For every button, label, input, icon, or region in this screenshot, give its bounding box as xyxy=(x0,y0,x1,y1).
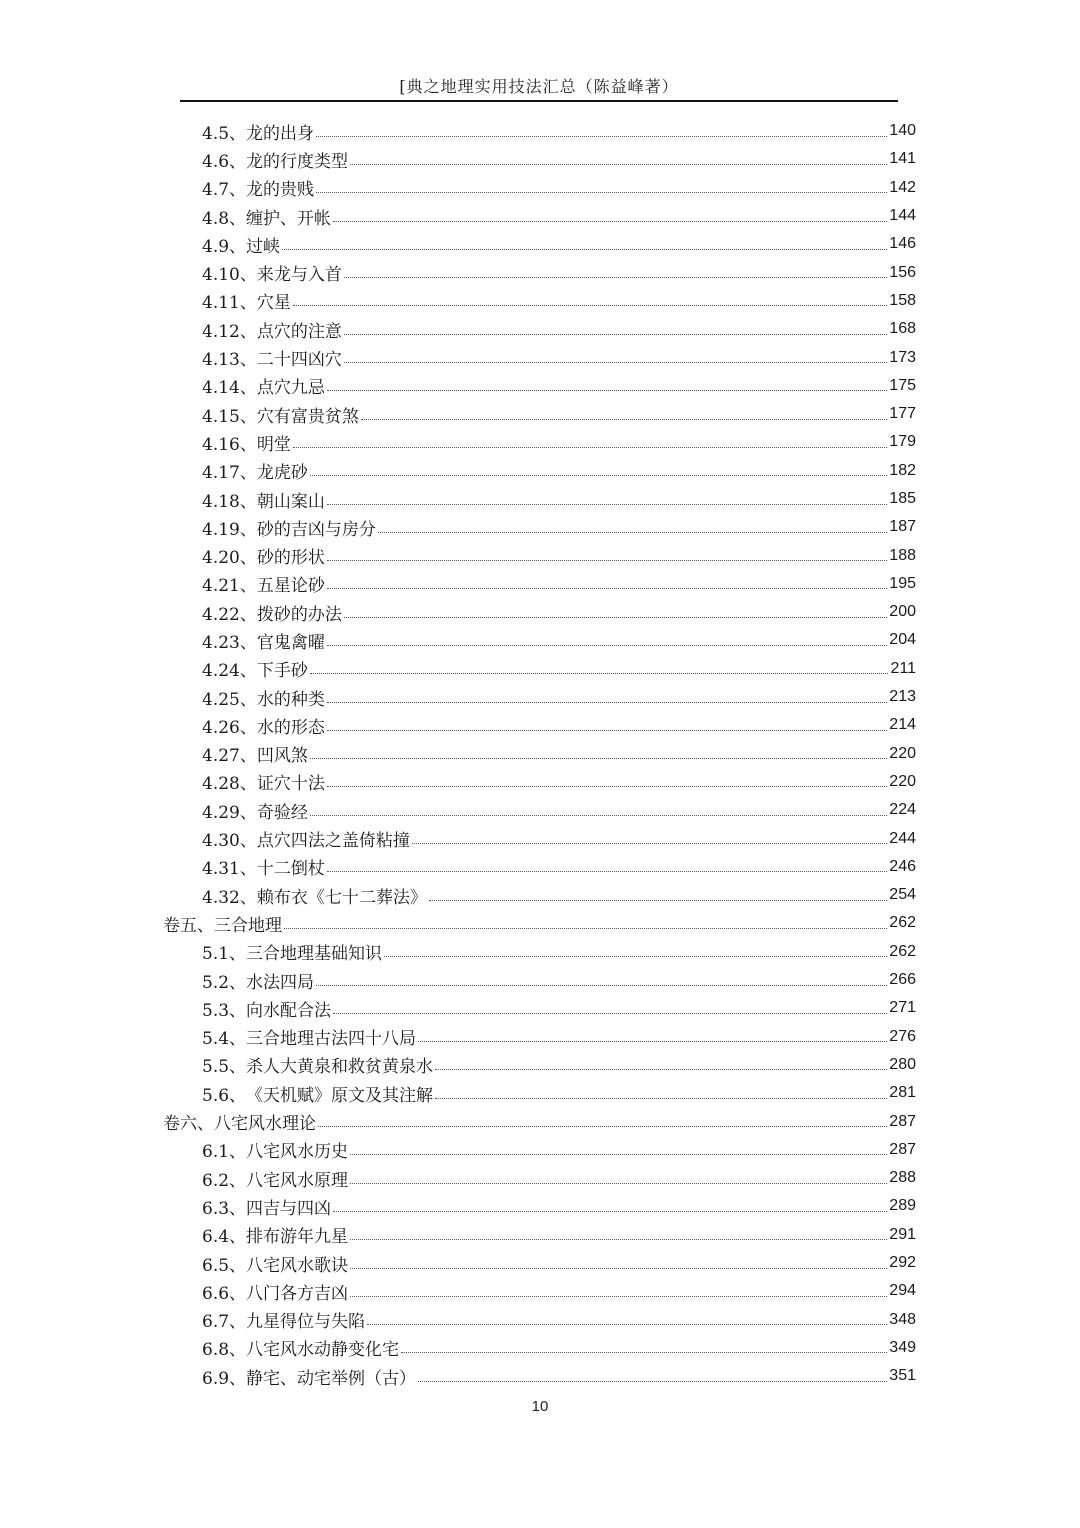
toc-entry-number: 4.10、 xyxy=(202,265,257,286)
toc-chapter-entry[interactable] xyxy=(0,1107,916,1135)
toc-dot-leader xyxy=(327,645,887,646)
toc-entry-page: 211 xyxy=(890,659,916,677)
toc-entry-number: 4.29、 xyxy=(202,802,257,823)
toc-entry-title: 点穴四法之盖倚粘撞 xyxy=(256,831,410,852)
toc-entry-number: 5.3、 xyxy=(202,1000,247,1021)
toc-dot-leader xyxy=(327,560,887,561)
toc-section-entry[interactable] xyxy=(0,966,916,994)
toc-entry-number: 4.26、 xyxy=(202,717,257,738)
toc-entry-number: 卷六、 xyxy=(163,1114,214,1135)
toc-entry-title: 砂的吉凶与房分 xyxy=(256,519,376,540)
toc-entry-page: 271 xyxy=(889,999,916,1017)
toc-section-entry[interactable] xyxy=(0,485,916,513)
toc-entry-title: 九星得位与失陷 xyxy=(246,1312,366,1333)
toc-entry-title: 五星论砂 xyxy=(256,576,325,597)
toc-entry-number: 5.4、 xyxy=(202,1029,247,1050)
toc-entry-page: 220 xyxy=(889,744,916,762)
toc-entry-number: 4.23、 xyxy=(202,632,257,653)
toc-entry-number: 4.7、 xyxy=(202,180,247,201)
toc-section-entry[interactable] xyxy=(0,881,916,909)
toc-section-entry[interactable] xyxy=(0,1051,916,1079)
toc-entry-title: 《天机赋》原文及其注解 xyxy=(246,1085,434,1106)
toc-section-entry[interactable] xyxy=(0,400,916,428)
toc-section-entry[interactable] xyxy=(0,1192,916,1220)
toc-entry-page: 289 xyxy=(889,1197,916,1215)
toc-dot-leader xyxy=(327,730,887,731)
toc-dot-leader xyxy=(361,419,887,420)
toc-entry-page: 200 xyxy=(889,603,916,621)
toc-section-entry[interactable] xyxy=(0,174,916,202)
toc-entry-title: 缠护、开帐 xyxy=(246,208,332,229)
toc-entry-page: 224 xyxy=(889,801,916,819)
toc-entry-title: 十二倒杖 xyxy=(256,859,325,880)
toc-entry-title: 三合地理 xyxy=(214,915,282,936)
toc-entry-page: 168 xyxy=(889,320,916,338)
toc-entry-page: 158 xyxy=(889,291,916,309)
toc-dot-leader xyxy=(344,362,887,363)
toc-dot-leader xyxy=(344,617,887,618)
toc-entry-title: 奇验经 xyxy=(256,802,308,823)
toc-section-entry[interactable] xyxy=(0,315,916,343)
toc-section-entry[interactable] xyxy=(0,711,916,739)
toc-entry-page: 141 xyxy=(889,150,916,168)
toc-dot-leader xyxy=(350,1268,887,1269)
toc-section-entry[interactable] xyxy=(0,1079,916,1107)
toc-entry-title: 穴有富贵贫煞 xyxy=(256,406,359,427)
toc-entry-number: 卷五、 xyxy=(163,915,214,936)
toc-entry-page: 213 xyxy=(889,688,916,706)
toc-entry-title: 水法四局 xyxy=(246,972,315,993)
toc-dot-leader xyxy=(316,192,887,193)
toc-entry-title: 八宅风水原理 xyxy=(246,1170,349,1191)
toc-entry-number: 4.12、 xyxy=(202,321,257,342)
toc-entry-number: 4.6、 xyxy=(202,151,247,172)
toc-entry-page: 142 xyxy=(889,178,916,196)
toc-entry-number: 4.14、 xyxy=(202,378,257,399)
toc-dot-leader xyxy=(412,843,887,844)
toc-dot-leader xyxy=(333,1013,887,1014)
toc-dot-leader xyxy=(310,673,889,674)
toc-dot-leader xyxy=(293,447,887,448)
toc-entry-page: 254 xyxy=(889,886,916,904)
toc-section-entry[interactable] xyxy=(0,1164,916,1192)
toc-entry-number: 4.9、 xyxy=(202,236,247,257)
toc-entry-title: 凹风煞 xyxy=(256,746,308,767)
toc-dot-leader xyxy=(327,702,887,703)
toc-dot-leader xyxy=(333,221,887,222)
toc-entry-title: 三合地理基础知识 xyxy=(246,944,383,965)
toc-section-entry[interactable] xyxy=(0,683,916,711)
toc-entry-number: 4.32、 xyxy=(202,887,257,908)
toc-entry-title: 明堂 xyxy=(256,434,291,455)
toc-entry-number: 4.16、 xyxy=(202,434,257,455)
toc-dot-leader xyxy=(384,956,887,957)
toc-entry-page: 348 xyxy=(889,1310,916,1328)
toc-section-entry[interactable] xyxy=(0,768,916,796)
toc-entry-number: 4.28、 xyxy=(202,774,257,795)
toc-entry-title: 官鬼禽曜 xyxy=(256,632,325,653)
toc-entry-title: 杀人大黄泉和救贫黄泉水 xyxy=(246,1057,434,1078)
toc-entry-page: 204 xyxy=(889,631,916,649)
toc-entry-page: 220 xyxy=(889,772,916,790)
toc-entry-number: 4.19、 xyxy=(202,519,257,540)
toc-entry-page: 288 xyxy=(889,1169,916,1187)
toc-section-entry[interactable] xyxy=(0,457,916,485)
toc-entry-number: 4.30、 xyxy=(202,831,257,852)
toc-section-entry[interactable] xyxy=(0,428,916,456)
toc-entry-page: 173 xyxy=(889,348,916,366)
toc-section-entry[interactable] xyxy=(0,1334,916,1362)
toc-entry-page: 177 xyxy=(889,405,916,423)
toc-section-entry[interactable] xyxy=(0,513,916,541)
toc-dot-leader xyxy=(327,504,887,505)
toc-entry-number: 4.25、 xyxy=(202,689,257,710)
toc-entry-page: 281 xyxy=(889,1084,916,1102)
toc-entry-title: 砂的形状 xyxy=(256,548,325,569)
toc-entry-page: 291 xyxy=(889,1225,916,1243)
toc-entry-title: 证穴十法 xyxy=(256,774,325,795)
toc-entry-number: 5.2、 xyxy=(202,972,247,993)
toc-entry-number: 5.6、 xyxy=(202,1085,247,1106)
toc-entry-number: 4.18、 xyxy=(202,491,257,512)
toc-section-entry[interactable] xyxy=(0,258,916,286)
toc-section-entry[interactable] xyxy=(0,1305,916,1333)
toc-entry-title: 八宅风水歌诀 xyxy=(246,1255,349,1276)
toc-entry-number: 4.17、 xyxy=(202,463,257,484)
toc-entry-page: 214 xyxy=(889,716,916,734)
toc-entry-title: 龙的贵贱 xyxy=(246,180,315,201)
toc-entry-title: 八宅风水历史 xyxy=(246,1142,349,1163)
toc-dot-leader xyxy=(350,164,887,165)
toc-entry-page: 244 xyxy=(889,829,916,847)
toc-entry-page: 156 xyxy=(889,263,916,281)
toc-entry-page: 262 xyxy=(889,942,916,960)
toc-entry-title: 龙的行度类型 xyxy=(246,151,349,172)
toc-entry-title: 下手砂 xyxy=(256,661,308,682)
toc-dot-leader xyxy=(327,390,887,391)
toc-entry-page: 287 xyxy=(889,1140,916,1158)
toc-dot-leader xyxy=(367,1324,887,1325)
toc-entry-number: 6.5、 xyxy=(202,1255,247,1276)
toc-entry-number: 4.27、 xyxy=(202,746,257,767)
toc-dot-leader xyxy=(316,985,887,986)
toc-section-entry[interactable] xyxy=(0,541,916,569)
toc-entry-page: 280 xyxy=(889,1055,916,1073)
toc-dot-leader xyxy=(350,1154,887,1155)
toc-dot-leader xyxy=(418,1041,887,1042)
toc-entry-number: 4.21、 xyxy=(202,576,257,597)
toc-entry-page: 140 xyxy=(889,122,916,140)
toc-entry-title: 八门各方吉凶 xyxy=(246,1283,349,1304)
toc-dot-leader xyxy=(333,1211,887,1212)
toc-entry-title: 过峡 xyxy=(246,236,281,257)
toc-entry-title: 静宅、动宅举例（古） xyxy=(246,1368,417,1389)
toc-entry-title: 龙的出身 xyxy=(246,123,315,144)
toc-dot-leader xyxy=(318,1126,887,1127)
toc-section-entry[interactable] xyxy=(0,117,916,145)
toc-entry-number: 4.13、 xyxy=(202,350,257,371)
toc-section-entry[interactable] xyxy=(0,1221,916,1249)
toc-chapter-entry[interactable] xyxy=(0,909,916,937)
toc-entry-page: 292 xyxy=(889,1254,916,1272)
toc-entry-page: 195 xyxy=(889,574,916,592)
toc-entry-number: 6.3、 xyxy=(202,1198,247,1219)
toc-dot-leader xyxy=(310,815,887,816)
toc-entry-number: 4.20、 xyxy=(202,548,257,569)
toc-dot-leader xyxy=(282,249,887,250)
toc-section-entry[interactable] xyxy=(0,372,916,400)
toc-entry-title: 来龙与入首 xyxy=(256,265,342,286)
toc-entry-number: 5.5、 xyxy=(202,1057,247,1078)
toc-section-entry[interactable] xyxy=(0,655,916,683)
toc-entry-page: 175 xyxy=(889,376,916,394)
toc-entry-page: 262 xyxy=(889,914,916,932)
toc-entry-title: 八宅风水动静变化宅 xyxy=(246,1340,400,1361)
toc-section-entry[interactable] xyxy=(0,796,916,824)
toc-section-entry[interactable] xyxy=(0,287,916,315)
toc-entry-title: 朝山案山 xyxy=(256,491,325,512)
toc-dot-leader xyxy=(350,1239,887,1240)
toc-entry-title: 八宅风水理论 xyxy=(214,1114,316,1135)
toc-entry-page: 351 xyxy=(889,1367,916,1385)
toc-section-entry[interactable] xyxy=(0,824,916,852)
toc-section-entry[interactable] xyxy=(0,994,916,1022)
toc-entry-page: 294 xyxy=(889,1282,916,1300)
toc-dot-leader xyxy=(284,928,887,929)
toc-dot-leader xyxy=(327,871,887,872)
toc-entry-number: 6.7、 xyxy=(202,1312,247,1333)
toc-entry-page: 246 xyxy=(889,857,916,875)
toc-entry-number: 4.8、 xyxy=(202,208,247,229)
toc-section-entry[interactable] xyxy=(0,938,916,966)
toc-section-entry[interactable] xyxy=(0,626,916,654)
toc-entry-page: 276 xyxy=(889,1027,916,1045)
toc-dot-leader xyxy=(350,1296,887,1297)
toc-entry-number: 4.31、 xyxy=(202,859,257,880)
toc-entry-number: 4.5、 xyxy=(202,123,247,144)
toc-section-entry[interactable] xyxy=(0,1277,916,1305)
toc-dot-leader xyxy=(401,1352,887,1353)
toc-entry-page: 146 xyxy=(889,235,916,253)
toc-dot-leader xyxy=(327,786,887,787)
page-number: 10 xyxy=(531,1398,549,1415)
toc-entry-title: 三合地理古法四十八局 xyxy=(246,1029,417,1050)
toc-section-entry[interactable] xyxy=(0,598,916,626)
toc-entry-number: 6.9、 xyxy=(202,1368,247,1389)
toc-entry-title: 水的种类 xyxy=(256,689,325,710)
toc-section-entry[interactable] xyxy=(0,1136,916,1164)
toc-entry-title: 拨砂的办法 xyxy=(256,604,342,625)
toc-dot-leader xyxy=(435,1098,887,1099)
toc-entry-number: 6.8、 xyxy=(202,1340,247,1361)
toc-dot-leader xyxy=(378,532,887,533)
toc-dot-leader xyxy=(344,277,887,278)
toc-section-entry[interactable] xyxy=(0,1249,916,1277)
toc-entry-number: 4.15、 xyxy=(202,406,257,427)
toc-dot-leader xyxy=(429,900,887,901)
toc-dot-leader xyxy=(344,334,887,335)
toc-entry-title: 点穴的注意 xyxy=(256,321,342,342)
toc-section-entry[interactable] xyxy=(0,230,916,258)
toc-entry-title: 赖布衣《七十二葬法》 xyxy=(256,887,427,908)
toc-section-entry[interactable] xyxy=(0,570,916,598)
toc-dot-leader xyxy=(310,475,887,476)
toc-entry-title: 龙虎砂 xyxy=(256,463,308,484)
toc-entry-page: 287 xyxy=(889,1112,916,1130)
toc-entry-number: 4.24、 xyxy=(202,661,257,682)
toc-entry-page: 187 xyxy=(889,518,916,536)
toc-entry-number: 6.1、 xyxy=(202,1142,247,1163)
header-divider xyxy=(180,100,898,102)
toc-entry-number: 4.11、 xyxy=(202,293,257,314)
toc-entry-page: 266 xyxy=(889,971,916,989)
toc-entry-number: 4.22、 xyxy=(202,604,257,625)
toc-section-entry[interactable] xyxy=(0,343,916,371)
toc-dot-leader xyxy=(316,136,887,137)
toc-entry-number: 6.4、 xyxy=(202,1227,247,1248)
toc-entry-page: 182 xyxy=(889,461,916,479)
toc-section-entry[interactable] xyxy=(0,1362,916,1390)
toc-dot-leader xyxy=(435,1069,887,1070)
toc-section-entry[interactable] xyxy=(0,740,916,768)
toc-section-entry[interactable] xyxy=(0,853,916,881)
toc-entry-title: 排布游年九星 xyxy=(246,1227,349,1248)
toc-entry-page: 188 xyxy=(889,546,916,564)
toc-dot-leader xyxy=(327,588,887,589)
toc-section-entry[interactable] xyxy=(0,145,916,173)
toc-entry-page: 349 xyxy=(889,1338,916,1356)
toc-dot-leader xyxy=(293,305,887,306)
toc-section-entry[interactable] xyxy=(0,1023,916,1051)
toc-section-entry[interactable] xyxy=(0,202,916,230)
toc-entry-page: 185 xyxy=(889,490,916,507)
toc-entry-number: 6.6、 xyxy=(202,1283,247,1304)
toc-entry-page: 179 xyxy=(889,433,916,451)
toc-entry-title: 穴星 xyxy=(256,293,291,314)
toc-entry-title: 点穴九忌 xyxy=(256,378,325,399)
toc-entry-title: 四吉与四凶 xyxy=(246,1198,332,1219)
toc-entry-page: 144 xyxy=(889,207,916,225)
page-header-title: [典之地理实用技法汇总（陈益峰著） xyxy=(399,77,679,96)
toc-entry-number: 5.1、 xyxy=(202,944,247,965)
toc-dot-leader xyxy=(418,1381,887,1382)
toc-entry-title: 二十四凶穴 xyxy=(256,350,342,371)
toc-dot-leader xyxy=(310,758,887,759)
toc-entry-title: 向水配合法 xyxy=(246,1000,332,1021)
table-of-contents xyxy=(0,117,1080,1390)
toc-entry-number: 6.2、 xyxy=(202,1170,247,1191)
toc-dot-leader xyxy=(350,1183,887,1184)
toc-entry-title: 水的形态 xyxy=(256,717,325,738)
